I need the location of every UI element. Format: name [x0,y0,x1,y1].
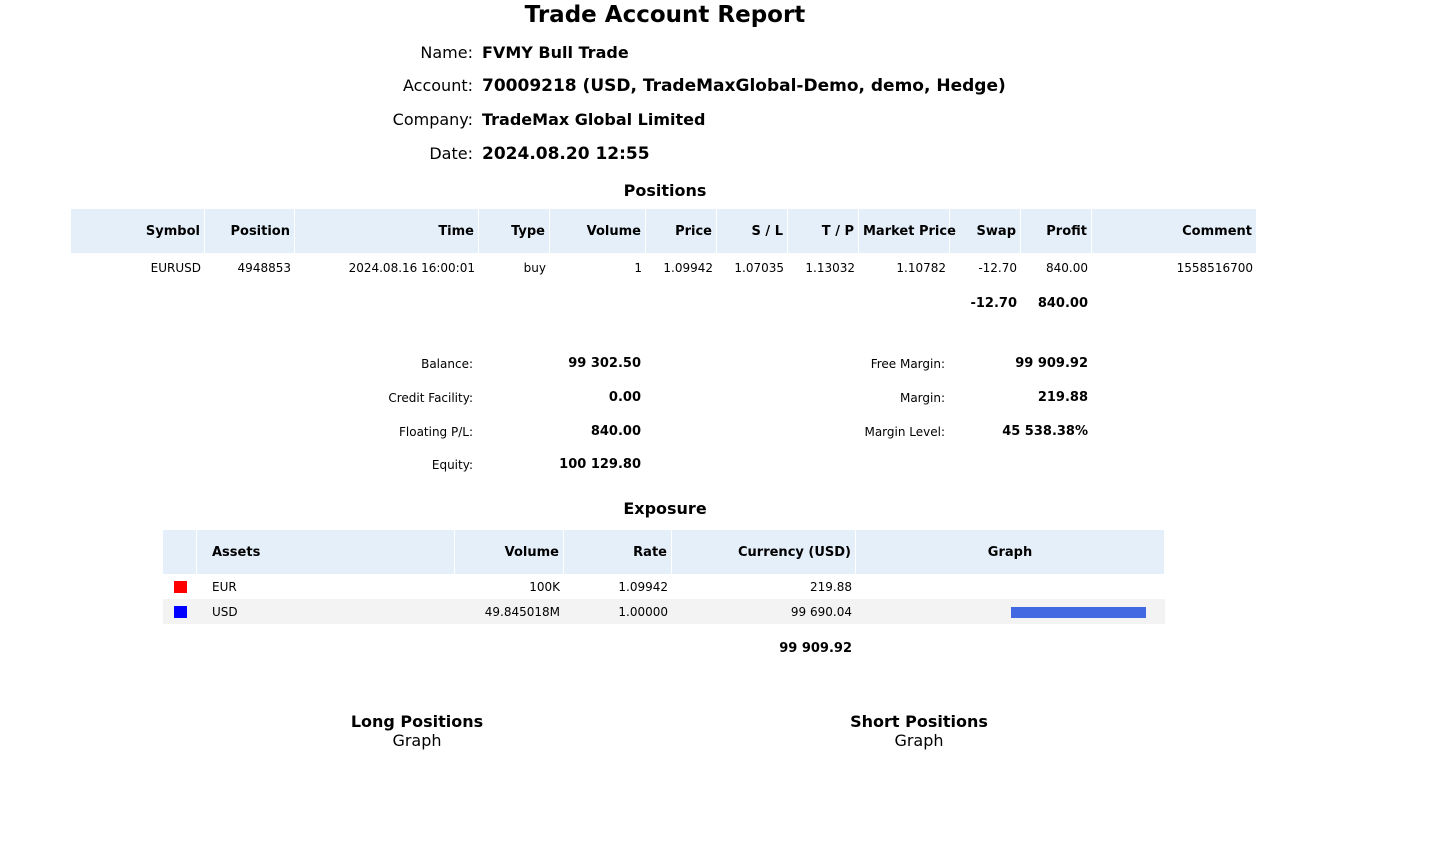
balance-label: Balance: [421,357,473,371]
positions-table [71,209,1257,324]
col-position[interactable]: Position [205,209,295,253]
col-tp[interactable]: T / P [788,209,859,253]
col-graph[interactable]: Graph [856,530,1165,574]
cell-exp-volume: 100K [529,579,560,594]
cell-volume: 1 [634,260,642,275]
cell-type: buy [523,260,546,275]
col-profit[interactable]: Profit [1021,209,1092,253]
cell-exp-volume: 49.845018M [455,599,564,624]
credit-facility-label: Credit Facility: [388,391,473,405]
floating-pl-label: Floating P/L: [398,425,473,439]
cell-time: 2024.08.16 16:00:01 [348,260,475,275]
exposure-title: Exposure [623,499,707,518]
equity-label: Equity: [431,458,473,472]
cell-swap: -12.70 [978,260,1017,275]
cell-asset: USD [197,599,455,624]
col-symbol[interactable]: Symbol [71,209,205,253]
account-number: 70009218 (USD, TradeMaxGlobal-Demo, demo, Hedge) [482,76,1006,96]
short-positions-block [819,712,1019,750]
long-positions-graph-label: Graph [392,731,442,750]
cell-profit: 840.00 [1046,260,1088,275]
cell-position: 4948853 [237,260,291,275]
positions-totals-row [71,282,1257,324]
cell-currency-usd: 219.88 [810,579,852,594]
eur-color-swatch [174,581,187,593]
account-label: Account: [403,76,473,95]
col-time[interactable]: Time [295,209,479,253]
col-volume[interactable]: Volume [550,209,646,253]
cell-tp: 1.13032 [805,260,855,275]
account-name: FVMY Bull Trade [482,43,629,62]
cell-rate: 1.00000 [564,599,672,624]
cell-symbol: EURUSD [150,260,201,275]
col-sl[interactable]: S / L [717,209,788,253]
cell-currency-usd: 99 690.04 [672,599,856,624]
margin-level-label: Margin Level: [864,425,945,439]
col-exp-volume[interactable]: Volume [455,530,564,574]
report-date: 2024.08.20 12:55 [482,144,650,164]
table-row[interactable] [163,574,1165,599]
exposure-total: 99 909.92 [672,624,856,672]
col-price[interactable]: Price [646,209,717,253]
col-currency-usd[interactable]: Currency (USD) [672,530,856,574]
credit-facility-value: 0.00 [608,390,641,405]
cell-asset: EUR [212,579,237,594]
long-positions-block [317,712,517,750]
cell-market-price: 1.10782 [896,260,946,275]
positions-header-row [71,209,1257,253]
name-label: Name: [420,43,473,62]
col-assets[interactable]: Assets [197,530,455,574]
margin-label: Margin: [899,391,945,405]
exposure-table [163,530,1165,672]
col-comment[interactable]: Comment [1092,209,1257,253]
free-margin-value: 99 909.92 [1015,356,1088,371]
cell-price: 1.09942 [663,260,713,275]
cell-rate: 1.09942 [618,579,668,594]
company-name: TradeMax Global Limited [482,110,706,129]
short-positions-graph-label: Graph [894,731,944,750]
cell-sl: 1.07035 [734,260,784,275]
company-label: Company: [392,110,473,129]
usd-exposure-bar [1011,607,1146,618]
table-row[interactable] [71,253,1257,282]
equity-value: 100 129.80 [559,457,641,472]
col-market-price[interactable]: Market Price [859,209,950,253]
balance-value: 99 302.50 [568,356,641,371]
cell-comment: 1558516700 [1176,260,1253,275]
date-label: Date: [429,144,473,163]
positions-title: Positions [623,181,707,200]
free-margin-label: Free Margin: [870,357,945,371]
report-title: Trade Account Report [524,2,806,28]
total-profit: 840.00 [1037,295,1088,311]
total-swap: -12.70 [970,295,1017,311]
exposure-header-row [163,530,1165,574]
long-positions-title: Long Positions [350,712,484,731]
floating-pl-value: 840.00 [590,424,641,439]
col-rate[interactable]: Rate [564,530,672,574]
margin-level-value: 45 538.38% [1002,424,1088,439]
exposure-totals-row [163,624,1165,672]
col-swap[interactable]: Swap [950,209,1021,253]
col-type[interactable]: Type [479,209,550,253]
table-row[interactable] [163,599,1165,624]
short-positions-title: Short Positions [850,712,988,731]
usd-color-swatch [174,606,187,618]
margin-value: 219.88 [1037,390,1088,405]
